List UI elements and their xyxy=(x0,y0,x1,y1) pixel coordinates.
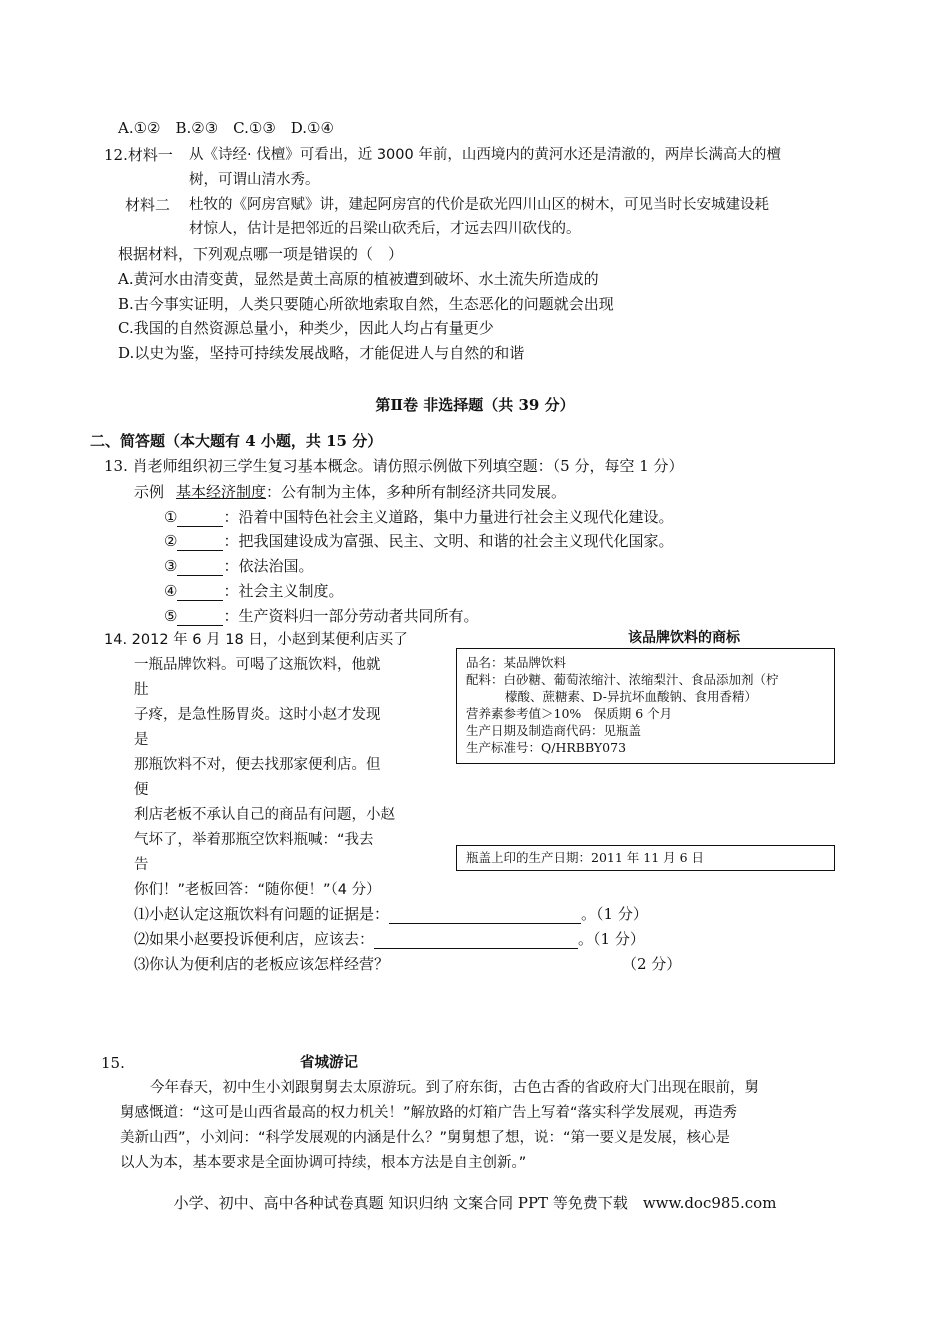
q15-line-4: 以人为本，基本要求是全面协调可持续，根本方法是自主创新。” xyxy=(120,1155,527,1171)
q13-example-label: 示例 xyxy=(134,483,165,501)
q14-line-6: 那瓶饮料不对，便去找那家便利店。但 xyxy=(134,757,381,773)
q12-stem: 根据材料，下列观点哪一项是错误的（ ） xyxy=(118,245,404,263)
q12-material2-label: 材料二 xyxy=(125,196,171,214)
q13-item-text: ：生产资料归一部分劳动者共同所有。 xyxy=(223,607,479,625)
q15-number: 15. xyxy=(101,1054,125,1072)
q15-title: 省城游记 xyxy=(300,1055,358,1071)
q14-product-label-box xyxy=(456,648,835,764)
q13-item-2 xyxy=(164,531,673,551)
q14-line-1: 14. 2012 年 6 月 18 日，小赵到某便利店买了 xyxy=(104,632,408,648)
q12-material1-label: 12.材料一 xyxy=(104,146,173,164)
q12-option-a: A.黄河水由清变黄，显然是黄土高原的植被遭到破坏、水土流失所造成的 xyxy=(118,270,599,288)
q13-item-1 xyxy=(164,507,673,527)
q12-material2-line2: 材惊人，估计是把邻近的吕梁山砍秃后，才远去四川砍伐的。 xyxy=(189,221,581,237)
q14-line-10: 告 xyxy=(134,857,149,873)
q14-bottle-cap-box xyxy=(456,845,835,871)
q14-label-line-2: 配料：白砂糖、葡萄浓缩汁、浓缩梨汁、食品添加剂（柠 xyxy=(466,672,779,687)
q14-sub3-score: （2 分） xyxy=(622,955,682,973)
q15-line-3: 美新山西”，小刘问：“科学发展观的内涵是什么？”舅舅想了想，说：“第一要义是发展，核心是 xyxy=(120,1130,731,1146)
q14-sub2-text: ⑵如果小赵要投诉便利店，应该去： xyxy=(134,930,375,948)
q12-material2-line1: 杜牧的《阿房宫赋》讲，建起阿房宫的代价是砍光四川山区的树木，可见当时长安城建设耗 xyxy=(189,197,769,213)
section2-heading: 二、简答题（本大题有 4 小题，共 15 分） xyxy=(90,432,383,450)
q14-line-5: 是 xyxy=(134,732,149,748)
page-footer: 小学、初中、高中各种试卷真题 知识归纳 文案合同 PPT 等免费下载 www.doc985.com xyxy=(173,1194,777,1212)
q14-line-11: 你们！”老板回答：“随你便！”（4 分） xyxy=(134,882,381,898)
q14-sub3-text: ⑶你认为便利店的老板应该怎样经营？ xyxy=(134,955,390,973)
q12-option-d: D.以史为鉴，坚持可持续发展战略，才能促进人与自然的和谐 xyxy=(118,344,525,362)
q13-item-5 xyxy=(164,606,478,626)
q14-label-line-4: 营养素参考值＞10% 保质期 6 个月 xyxy=(466,706,673,721)
q12-option-b: B.古今事实证明，人类只要随心所欲地索取自然，生态恶化的问题就会出现 xyxy=(118,295,614,313)
q14-label-line-3: 檬酸、蔗糖素、D-异抗坏血酸钠、食用香精） xyxy=(505,689,757,704)
q13-item-number: ① xyxy=(164,508,178,526)
q13-item-text: ：沿着中国特色社会主义道路，集中力量进行社会主义现代化建设。 xyxy=(223,508,674,526)
q13-item-number: ② xyxy=(164,532,178,550)
q13-item-text: ：社会主义制度。 xyxy=(223,582,344,600)
q14-label-line-5: 生产日期及制造商代码：见瓶盖 xyxy=(466,723,642,738)
q13-item-number: ③ xyxy=(164,557,178,575)
q13-item-number: ⑤ xyxy=(164,607,178,625)
q13-answer-blank-4[interactable] xyxy=(177,584,223,601)
q13-answer-blank-1[interactable] xyxy=(177,510,223,527)
q14-label-line-1: 品名：某品牌饮料 xyxy=(466,655,567,670)
q13-item-number: ④ xyxy=(164,582,178,600)
q13-stem: 13. 肖老师组织初三学生复习基本概念。请仿照示例做下列填空题：（5 分，每空 1 分） xyxy=(104,457,684,475)
q14-line-3: 肚 xyxy=(134,682,149,698)
q14-label-title: 该品牌饮料的商标 xyxy=(628,630,740,646)
q15-line-1: 今年春天，初中生小刘跟舅舅去太原游玩。到了府东街，古色古香的省政府大门出现在眼前，舅 xyxy=(150,1080,759,1096)
q13-item-3 xyxy=(164,556,313,576)
q14-bottle-cap-date: 瓶盖上印的生产日期：2011 年 11 月 6 日 xyxy=(466,850,705,865)
q14-sub1 xyxy=(134,904,648,924)
q14-line-2: 一瓶品牌饮料。可喝了这瓶饮料，他就 xyxy=(134,657,381,673)
q13-item-text: ：依法治国。 xyxy=(223,557,314,575)
q12-material1-line2: 树，可谓山清水秀。 xyxy=(189,172,320,188)
q14-sub1-answer-blank[interactable] xyxy=(389,907,581,924)
q14-sub1-text: ⑴小赵认定这瓶饮料有问题的证据是： xyxy=(134,905,390,923)
q13-item-4 xyxy=(164,581,343,601)
q14-line-9: 气坏了，举着那瓶空饮料瓶喊：“我去 xyxy=(134,832,374,848)
part2-title: 第Ⅱ卷 非选择题（共 39 分） xyxy=(375,396,575,414)
q14-sub1-score: 。（1 分） xyxy=(581,905,648,923)
q13-answer-blank-2[interactable] xyxy=(177,534,223,551)
q12-option-c: C.我国的自然资源总量小，种类少，因此人均占有量更少 xyxy=(118,319,494,337)
q15-line-2: 舅感慨道：“这可是山西省最高的权力机关！”解放路的灯箱广告上写着“落实科学发展观，再造秀 xyxy=(120,1105,738,1121)
q14-sub2-answer-blank[interactable] xyxy=(374,932,578,949)
q14-line-8: 利店老板不承认自己的商品有问题，小赵 xyxy=(134,807,395,823)
q13-example-term: 基本经济制度 xyxy=(176,483,267,501)
q11-options: A.①② B.②③ C.①③ D.①④ xyxy=(118,119,334,137)
q13-example xyxy=(134,482,566,502)
q14-line-7: 便 xyxy=(134,782,149,798)
q14-sub2 xyxy=(134,929,645,949)
q12-material1-line1: 从《诗经· 伐檀》可看出，近 3000 年前，山西境内的黄河水还是清澈的，两岸长满高大的檀 xyxy=(189,147,781,163)
q14-label-line-6: 生产标准号：Q/HRBBY073 xyxy=(466,740,627,755)
q13-answer-blank-3[interactable] xyxy=(177,559,223,576)
q14-sub2-score: 。（1 分） xyxy=(578,930,645,948)
q13-item-text: ：把我国建设成为富强、民主、文明、和谐的社会主义现代化国家。 xyxy=(223,532,674,550)
q13-example-text: ：公有制为主体，多种所有制经济共同发展。 xyxy=(266,483,567,501)
q14-line-4: 子疼，是急性肠胃炎。这时小赵才发现 xyxy=(134,707,381,723)
q13-answer-blank-5[interactable] xyxy=(177,609,223,626)
